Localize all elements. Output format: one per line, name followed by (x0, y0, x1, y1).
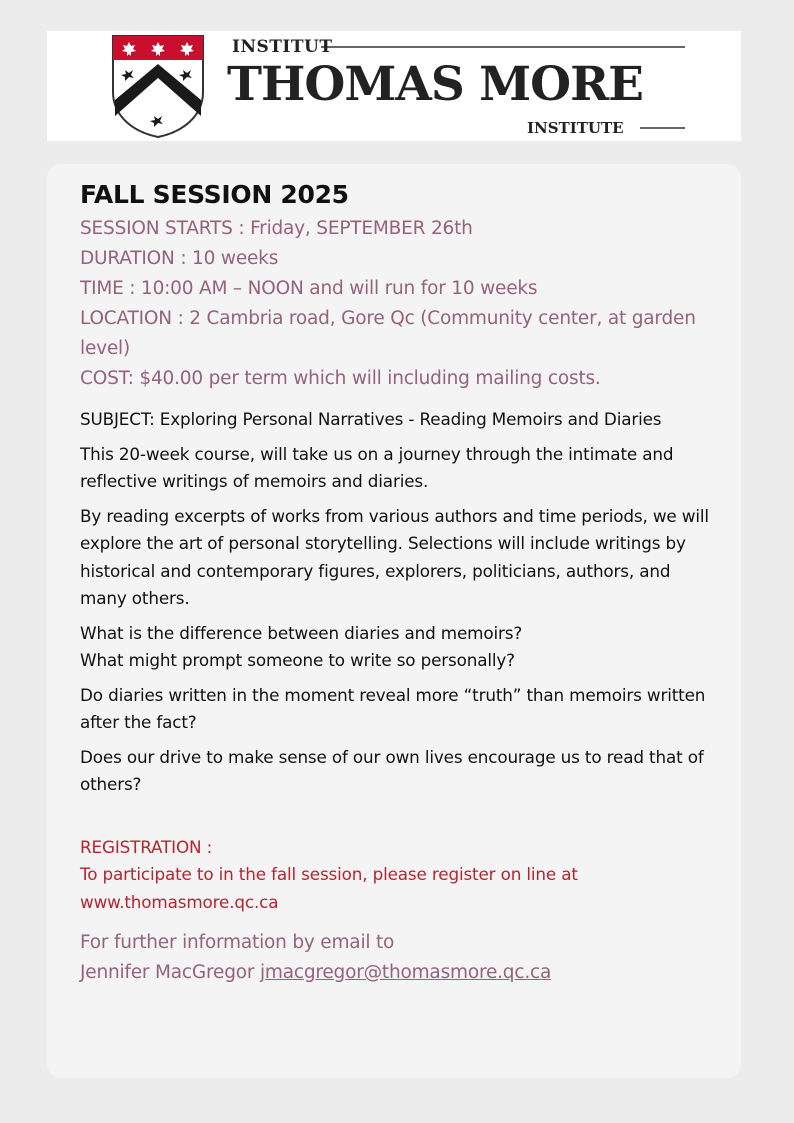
course-paragraph-1: This 20-week course, will take us on a journey through the intimate and reflective writings of memoirs and diaries. (80, 443, 674, 491)
session-cost: COST: $40.00 per term which will including mailing costs. (80, 368, 601, 389)
course-question-1: What is the difference between diaries and memoirs? (80, 622, 523, 643)
course-paragraph-3 (80, 620, 720, 675)
course-question-2: What might prompt someone to write so personally? (80, 650, 515, 670)
course-subject: SUBJECT: Exploring Personal Narratives - Reading Memoirs and Diaries (80, 409, 662, 429)
contact-name: Jennifer MacGregor (80, 962, 260, 983)
registration-text: To participate to in the fall session, please register on line at (80, 864, 578, 884)
contact-email-link[interactable]: jmacgregor@thomasmore.qc.ca (259, 962, 552, 983)
registration-url-link[interactable]: www.thomasmore.qc.ca (80, 891, 279, 912)
session-card (47, 164, 741, 1078)
course-paragraph-4: Do diaries written in the moment reveal more “truth” than memoirs written after the fact? (80, 684, 706, 732)
logo-wordmark (225, 31, 675, 141)
session-duration: DURATION : 10 weeks (80, 248, 279, 269)
session-location: LOCATION : 2 Cambria road, Gore Qc (Community center, at garden level) (80, 308, 696, 359)
contact-intro: For further information by email to (80, 932, 395, 953)
course-paragraph-2: By reading excerpts of works from various authors and time periods, we will explore the art of personal storytelling. Selections will include writings by historical and contemporary figures, explorers, politicians, authors, and many others. (80, 505, 709, 608)
crest-shield-icon (111, 34, 205, 138)
session-title: FALL SESSION 2025 (80, 180, 349, 209)
registration-heading: REGISTRATION : (80, 836, 213, 857)
course-paragraph-5: Does our drive to make sense of our own lives encourage us to read that of others? (80, 746, 704, 794)
header-banner (47, 31, 741, 141)
contact-block (80, 928, 720, 988)
session-time: TIME : 10:00 AM – NOON and will run for 10 weeks (80, 278, 538, 299)
registration-block (80, 834, 720, 917)
logo-main-text: THOMAS MORE (227, 57, 643, 112)
session-info (80, 214, 720, 394)
logo-institut-text: INSTITUT (232, 37, 333, 57)
session-starts: SESSION STARTS : Friday, SEPTEMBER 26th (80, 218, 473, 239)
logo-institute-text: INSTITUTE (527, 119, 624, 137)
contact-line (80, 958, 720, 988)
session-content (80, 178, 720, 988)
